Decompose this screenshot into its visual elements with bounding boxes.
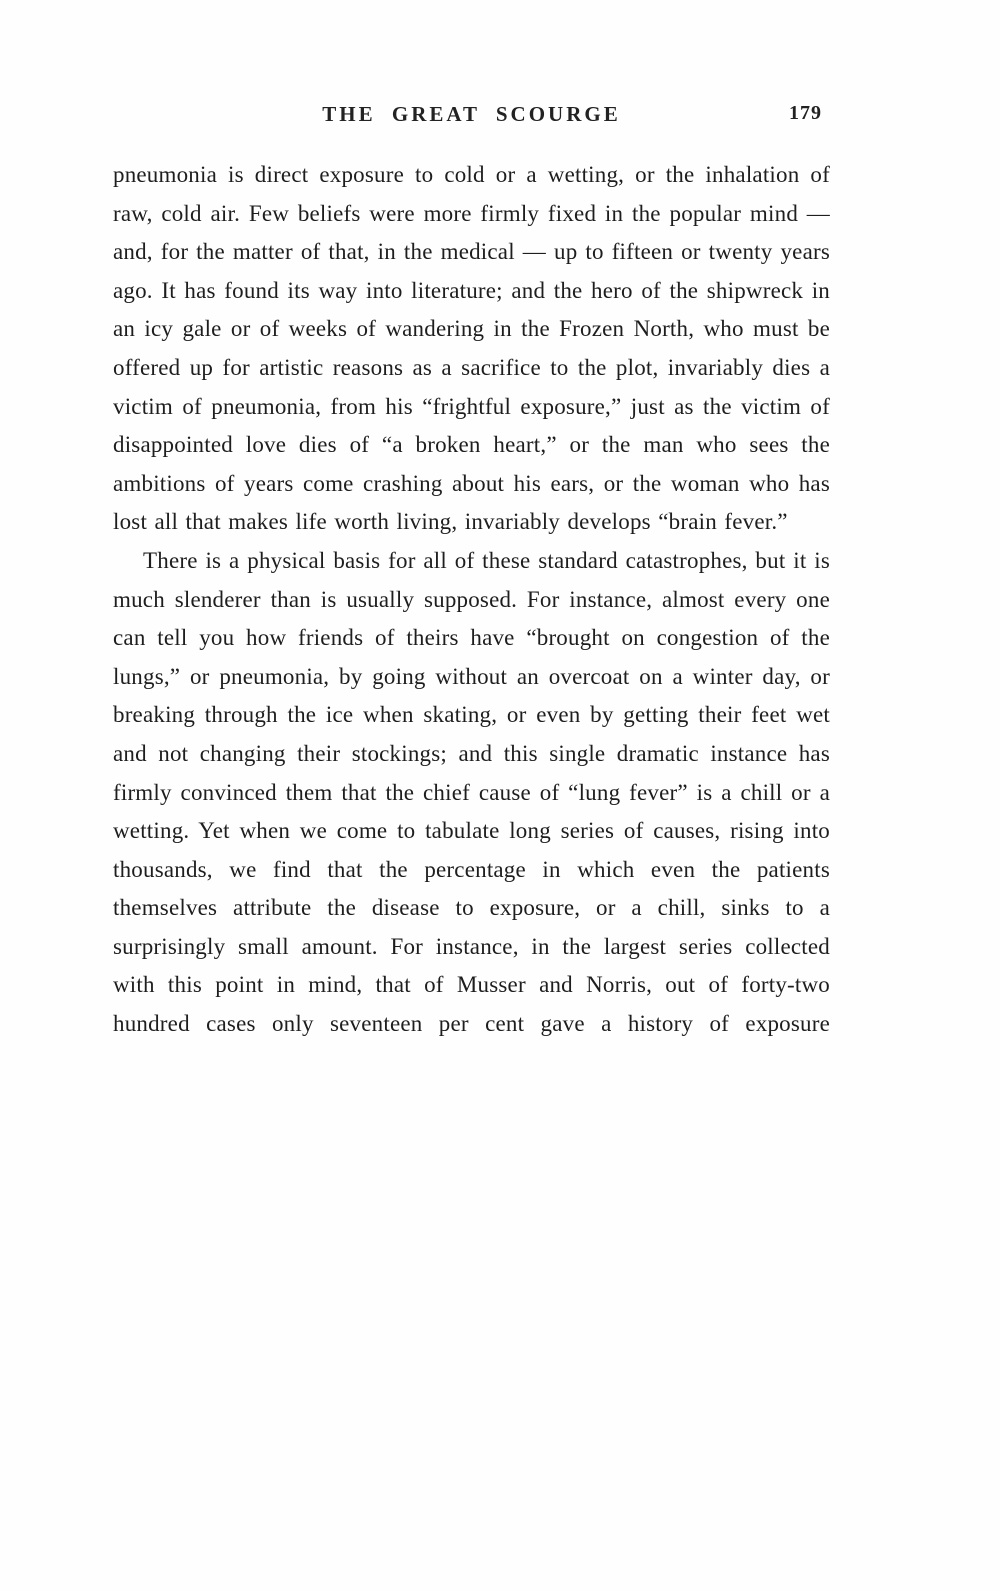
page-number: 179 [789, 102, 822, 124]
paragraph: There is a physical basis for all of these standard catastrophes, but it is much slenderer than is usually supposed. For instance, almost every one can tell you how friends of theirs have “brought on congestion of the lungs,” or pneumonia, by going without an overcoat on a winter day, or breaking through the ice when skating, or even by getting their feet wet and not changing their stockings; and this single dramatic instance has firmly convinced them that the chief cause of “lung fever” is a chill or a wetting. Yet when we come to tabulate long series of causes, rising into thousands, we find that the percentage in which even the patients themselves attribute the disease to exposure, or a chill, sinks to a surprisingly small amount. For instance, in the largest series collected with this point in mind, that of Musser and Norris, out of forty-two hundred cases only seventeen per cent gave a history of exposure [113, 547, 830, 1037]
running-title: THE GREAT SCOURGE [322, 102, 621, 126]
page-header [113, 102, 830, 132]
page-body [113, 156, 830, 1044]
paragraph: pneumonia is direct exposure to cold or a wetting, or the inhalation of raw, cold air. Few beliefs were more firmly fixed in the popular mind — and, for the matter of that, in the medical — up to fifteen or twenty years ago. It has found its way into literature; and the hero of the shipwreck in an icy gale or of weeks of wandering in the Frozen North, who must be offered up for artistic reasons as a sacrifice to the plot, invariably dies a victim of pneumonia, from his “frightful exposure,” just as the victim of disappointed love dies of “a broken heart,” or the man who sees the ambitions of years come crashing about his ears, or the woman who has lost all that makes life worth living, invariably develops “brain fever.” [113, 162, 830, 535]
